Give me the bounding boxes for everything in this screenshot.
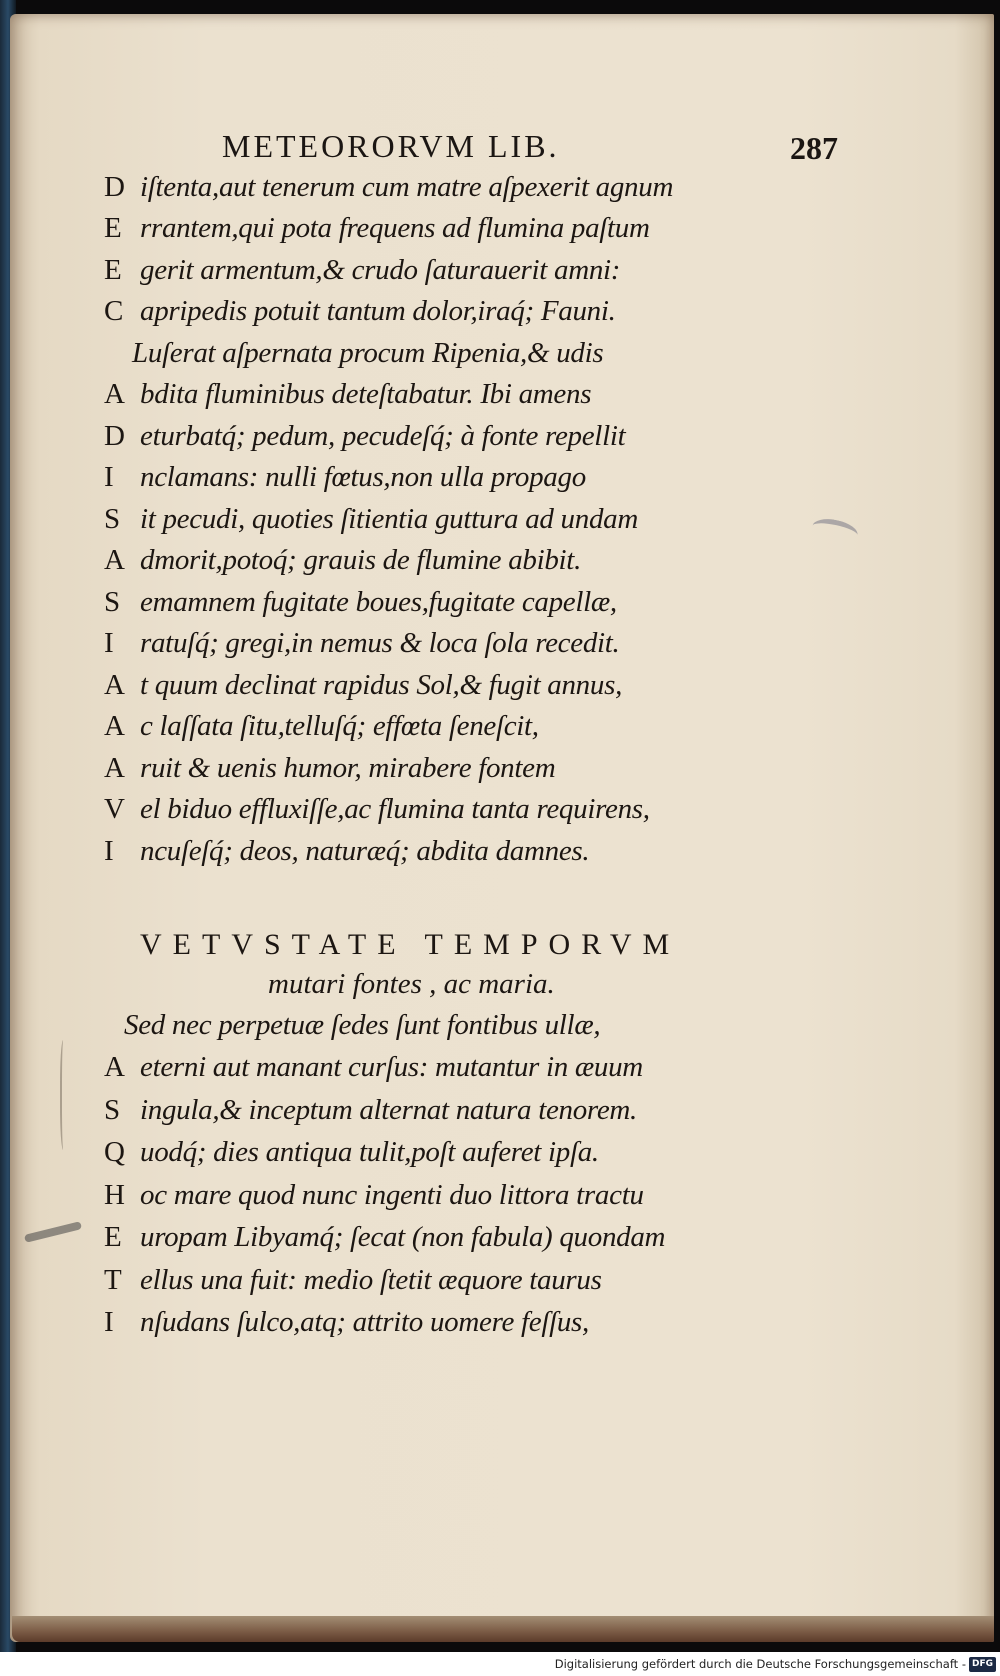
verse-initial: A <box>104 378 125 410</box>
verse-line <box>104 1301 804 1344</box>
verse-line <box>104 415 804 458</box>
verse-text: nſudans ſulco,atq; attrito uomere feſſus, <box>140 1306 589 1338</box>
page-number: 287 <box>790 130 838 166</box>
verse-text: oc mare quod nunc ingenti duo littora tractu <box>140 1179 644 1211</box>
margin-line-mark <box>60 1040 68 1150</box>
verse-initial: H <box>104 1179 125 1211</box>
verse-text: apripedis potuit tantum dolor,iraq́; Fauni. <box>140 295 616 327</box>
verse-text: Sed nec perpetuæ ſedes ſunt fontibus ullæ, <box>124 1009 601 1041</box>
verse-initial: V <box>104 793 125 825</box>
verse-line <box>104 373 804 416</box>
verse-text: el biduo effluxiſſe,ac flumina tanta requirens, <box>140 793 650 825</box>
verse-line-indented <box>124 1004 824 1047</box>
verse-text: ncuſeſq́; deos, naturæq́; abdita damnes. <box>140 835 590 867</box>
verse-initial: A <box>104 544 125 576</box>
verse-text: emamnem fugitate boues,fugitate capellæ, <box>140 586 617 618</box>
verse-initial: D <box>104 420 125 452</box>
verse-line <box>104 166 804 209</box>
verse-line <box>104 1216 804 1259</box>
verse-line <box>104 830 804 873</box>
verse-text: ruit & uenis humor, mirabere fontem <box>140 752 556 784</box>
verse-text: iſtenta,aut tenerum cum matre aſpexerit agnum <box>140 171 674 203</box>
verse-text: nclamans: nulli fœtus,non ulla propago <box>140 461 586 493</box>
verse-text: t quum declinat rapidus Sol,& fugit annus, <box>140 669 623 701</box>
verse-line <box>104 747 804 790</box>
verse-text: eturbatq́; pedum, pecudeſq́; à fonte repellit <box>140 420 626 452</box>
running-head: METEORORVM LIB. <box>222 128 560 164</box>
verse-line <box>104 1089 804 1132</box>
verse-initial: S <box>104 586 121 618</box>
verse-text: Luſerat aſpernata procum Ripenia,& udis <box>132 337 604 369</box>
verse-text: eterni aut manant curſus: mutantur in æuum <box>140 1051 643 1083</box>
section-heading: VETVSTATE TEMPORVM <box>140 928 681 961</box>
verse-line <box>104 456 804 499</box>
section-subheading: mutari fontes , ac maria. <box>268 968 555 1000</box>
verse-initial: S <box>104 503 121 535</box>
page-bottom-edge <box>12 1616 994 1642</box>
verse-initial: D <box>104 171 125 203</box>
verse-initial: A <box>104 1051 125 1083</box>
verse-text: bdita fluminibus deteſtabatur. Ibi amens <box>140 378 592 410</box>
verse-initial: E <box>104 212 122 244</box>
dfg-logo-badge: DFG <box>969 1657 996 1672</box>
verse-initial: E <box>104 254 122 286</box>
footer-strip <box>0 1654 1000 1676</box>
verse-line-indented <box>132 332 832 375</box>
verse-text: rrantem,qui pota frequens ad flumina paſtum <box>140 212 650 244</box>
verse-initial: I <box>104 627 114 659</box>
verse-line <box>104 1259 804 1302</box>
verse-initial: I <box>104 461 114 493</box>
verse-text: uodq́; dies antiqua tulit,poſt auferet ipſa. <box>140 1136 599 1168</box>
verse-text: dmorit,potoq́; grauis de flumine abibit. <box>140 544 582 576</box>
verse-initial: A <box>104 752 125 784</box>
verse-line <box>104 622 804 665</box>
verse-initial: A <box>104 669 125 701</box>
verse-line <box>104 539 804 582</box>
verse-text: c laſſata ſitu,telluſq́; effœta ſeneſcit, <box>140 710 539 742</box>
verse-text: ellus una fuit: medio ſtetit æquore taurus <box>140 1264 602 1296</box>
verse-initial: C <box>104 295 124 327</box>
verse-line <box>104 1131 804 1174</box>
verse-line <box>104 664 804 707</box>
verse-line <box>104 581 804 624</box>
verse-initial: I <box>104 1306 114 1338</box>
verse-line <box>104 1174 804 1217</box>
verse-initial: E <box>104 1221 122 1253</box>
verse-text: ratuſq́; gregi,in nemus & loca ſola recedit. <box>140 627 620 659</box>
verse-initial: T <box>104 1264 122 1296</box>
verse-line <box>104 290 804 333</box>
verse-line <box>104 705 804 748</box>
verse-initial: Q <box>104 1136 125 1168</box>
verse-initial: I <box>104 835 114 867</box>
verse-text: it pecudi, quoties ſitientia guttura ad undam <box>140 503 638 535</box>
verse-text: uropam Libyamq́; ſecat (non fabula) quondam <box>140 1221 666 1253</box>
verse-line <box>104 498 804 541</box>
verse-text: ingula,& inceptum alternat natura tenorem. <box>140 1094 637 1126</box>
verse-initial: A <box>104 710 125 742</box>
verse-text: gerit armentum,& crudo ſaturauerit amni: <box>140 254 621 286</box>
verse-line <box>104 207 804 250</box>
verse-line <box>104 249 804 292</box>
verse-line <box>104 1046 804 1089</box>
verse-initial: S <box>104 1094 121 1126</box>
funding-credit: Digitalisierung gefördert durch die Deutsche Forschungsgemeinschaft - <box>554 1657 966 1671</box>
verse-line <box>104 788 804 831</box>
